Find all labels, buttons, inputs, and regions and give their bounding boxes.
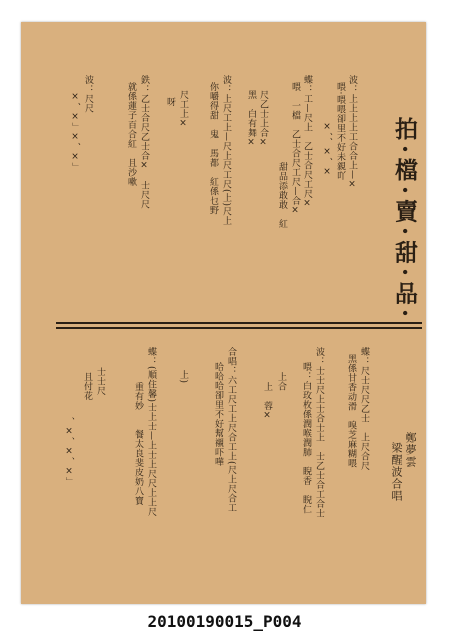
document-page [21, 22, 426, 604]
lyric-column: 甜品添敢敢 紅 [277, 162, 287, 229]
lyric-column: 尺工上× [178, 90, 188, 129]
lyric-column: 就係蓮子百合紅 且沙嗽 [126, 82, 136, 187]
lyric-column: 蝶：(順住馨)士上士—上士上尺尺上上尺 [146, 347, 156, 517]
lyric-column: 哈哈哈卻里不好幫襯吓嘩 [213, 362, 223, 467]
lyric-column: 波：士士尺上士合士上 士乙士合工合士 [314, 347, 324, 518]
image-caption: 20100190015_P004 [147, 612, 302, 631]
lyric-column: 且付花 [82, 372, 92, 401]
lyric-column: 波：尺尺 [83, 75, 93, 113]
lyric-column: 蝶：工—尺上 乙士合尺工尺× [302, 75, 312, 209]
lyric-column: 重有妙 餐太良斐皮奶八寶 [133, 382, 143, 506]
lyric-column: 、×、×、×」 [64, 417, 74, 487]
section-divider [56, 327, 422, 329]
lyric-column: 黑 白有舞× [246, 90, 256, 148]
document-title: 拍·檔·賣·甜·品· [391, 117, 418, 323]
lyric-column: 上) [178, 370, 188, 384]
author-name: 鄭夢雲 [404, 432, 417, 468]
performer-credit: 梁醒波合唱 [390, 442, 403, 502]
lyric-column: 波：上尺工上—尺上尺工尺(上)尺上 [221, 75, 231, 226]
lyric-column: 士士尺 [95, 367, 105, 396]
lyric-column: 喂·喂喂卻里不好未親吖 [335, 82, 345, 181]
lyric-column: 合唱：六工尺工上尺合工上(尺上尺合工 [226, 347, 236, 513]
lyric-column: ×、、×、× [322, 122, 332, 178]
lyric-column: 尺乙士上合× [258, 90, 268, 148]
lyric-column: 上合 [276, 372, 286, 391]
lyric-column: ×、×」×、×」 [70, 92, 80, 172]
lyric-column: 上 蓉× [262, 382, 272, 421]
lyric-column: 喂：白玫枚係潤喉潤肺 睨香 睨仁 [301, 362, 311, 514]
lyric-column: 黑係甘香动滑 嗅芝麻糊喂 [346, 354, 356, 468]
lyric-column: 波：上上上上工合合上—× [347, 75, 357, 190]
lyric-column: 鉄：乙士合尺乙士合× 士尺尺 [139, 75, 149, 209]
section-divider [56, 322, 422, 324]
lyric-column: 呀 [165, 97, 175, 107]
lyric-column: 喂 一檔 乙士合尺工尺—合× [290, 82, 300, 216]
lyric-column: 你嚼得甜 鬼 馬都 紅係乜野 [208, 82, 218, 215]
lyric-column: 蝶：尺士尺尺乙士 上尺合尺 [359, 347, 369, 471]
